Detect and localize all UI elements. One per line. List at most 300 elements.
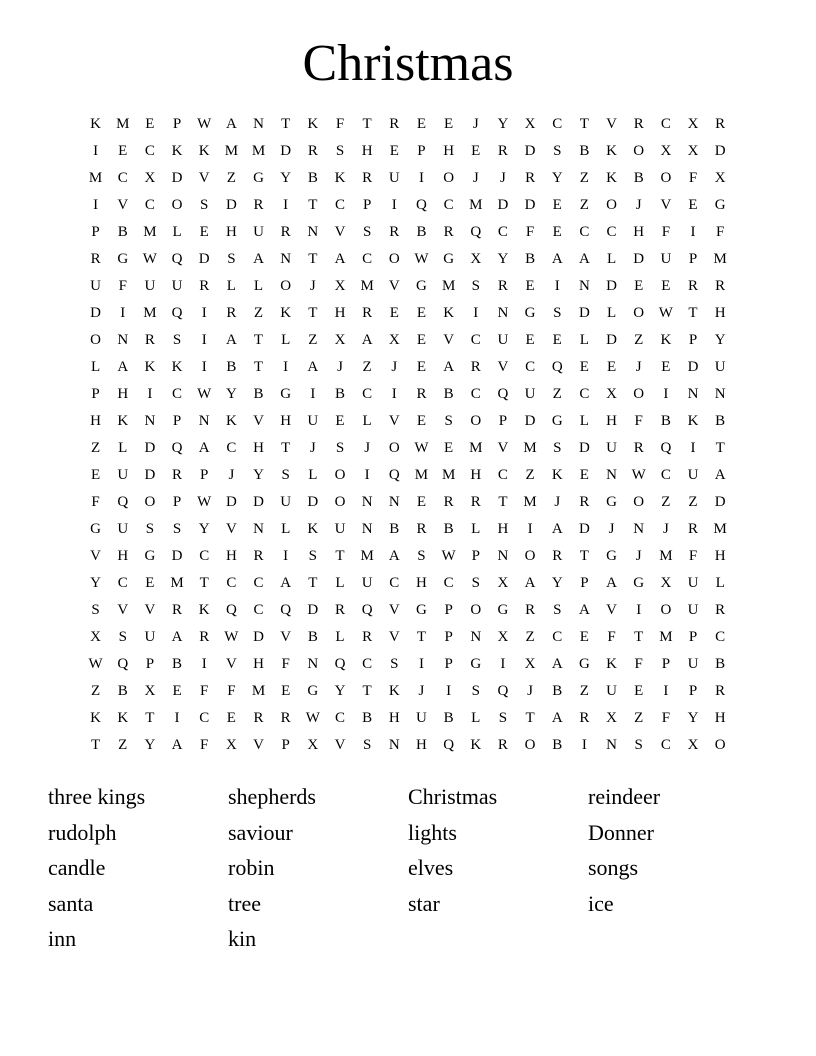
grid-letter: H [606,413,617,429]
grid-letter: I [446,683,452,699]
grid-letter: C [389,575,400,591]
grid-letter: T [498,494,508,510]
grid-letter: G [578,656,590,672]
grid-letter: P [688,251,698,267]
grid-letter: J [635,359,642,375]
grid-letter: A [443,359,455,375]
word-list-item: lights [408,819,457,845]
grid-letter: C [443,197,454,213]
grid-letter: Z [579,170,589,186]
grid-letter: J [418,683,425,699]
grid-letter: S [417,548,426,564]
grid-row [82,462,734,489]
grid-letter: C [226,575,237,591]
grid-letter: A [171,629,183,645]
grid-letter: O [633,143,645,159]
grid-row [82,327,734,354]
grid-letter: W [197,386,212,402]
grid-letter: N [606,737,617,753]
grid-letter: E [579,629,589,645]
word-list-item: kin [228,926,257,952]
word-list-item: ice [588,890,614,916]
grid-letter: V [388,413,400,429]
grid-letter: T [145,710,155,726]
grid-letter: U [144,278,156,294]
grid-letter: N [253,116,264,132]
grid-letter: T [579,548,589,564]
grid-letter: E [416,494,427,510]
grid-letter: E [579,359,589,375]
grid-letter: T [308,575,318,591]
grid-letter: G [714,197,726,213]
grid-letter: M [360,548,374,564]
grid-letter: F [281,656,290,672]
grid-letter: T [90,737,101,753]
grid-letter: I [636,602,642,618]
grid-letter: D [633,251,645,267]
grid-letter: I [283,197,289,213]
word-list-item: elves [408,855,454,881]
grid-row [82,246,734,273]
grid-letter: B [253,386,264,402]
grid-letter: R [172,467,183,483]
grid-letter: V [606,116,617,132]
grid-letter: X [497,629,509,645]
grid-letter: I [418,170,424,186]
grid-letter: O [633,494,645,510]
grid-row [82,489,734,516]
grid-letter: R [470,494,481,510]
grid-letter: D [687,359,699,375]
grid-letter: F [634,413,643,429]
grid-letter: H [497,521,509,537]
grid-letter: B [443,710,454,726]
grid-letter: V [144,602,156,618]
grid-letter: Q [497,386,509,402]
grid-letter: E [335,413,345,429]
grid-letter: D [606,332,617,348]
grid-letter: H [470,467,482,483]
grid-letter: A [551,251,563,267]
grid-letter: R [199,629,210,645]
grid-letter: Z [525,467,535,483]
grid-letter: L [579,332,589,348]
grid-letter: K [470,737,482,753]
grid-letter: K [687,413,699,429]
grid-letter: R [172,602,183,618]
grid-letter: Z [688,494,698,510]
grid-letter: Z [634,332,644,348]
grid-letter: O [606,197,617,213]
grid-letter: D [307,602,319,618]
grid-letter: R [443,494,454,510]
grid-letter: O [633,386,645,402]
grid-letter: B [443,521,454,537]
grid-row [82,624,734,651]
grid-row [82,705,734,732]
grid-letter: X [524,656,536,672]
grid-letter: N [578,278,590,294]
grid-letter: U [334,521,346,537]
grid-letter: A [225,116,237,132]
grid-letter: V [388,278,400,294]
grid-letter: H [714,548,726,564]
grid-letter: N [361,494,373,510]
grid-letter: T [199,575,209,591]
grid-row [82,165,734,192]
grid-letter: M [469,440,483,456]
grid-letter: M [88,170,103,186]
grid-letter: N [307,224,319,240]
grid-letter: Q [361,602,373,618]
grid-row [82,192,734,219]
grid-letter: I [554,278,560,294]
grid-letter: K [117,710,129,726]
grid-letter: B [552,737,563,753]
grid-letter: U [117,521,129,537]
grid-letter: U [361,575,373,591]
grid-letter: K [280,305,292,321]
grid-letter: I [527,521,533,537]
grid-letter: A [551,656,563,672]
grid-letter: T [688,305,698,321]
grid-letter: A [524,575,536,591]
grid-letter: P [200,467,209,483]
grid-letter: Q [117,656,129,672]
grid-letter: X [470,251,482,267]
grid-letter: N [687,386,699,402]
grid-letter: M [659,548,673,564]
grid-letter: V [443,332,455,348]
grid-letter: D [524,197,536,213]
grid-letter: H [225,548,237,564]
grid-letter: Z [90,683,101,699]
grid-letter: S [362,737,372,753]
grid-row [82,354,734,381]
grid-letter: Y [497,116,509,132]
grid-letter: E [634,278,644,294]
grid-letter: J [391,359,398,375]
grid-letter: F [716,224,725,240]
word-list [48,779,768,957]
grid-letter: D [524,413,536,429]
grid-letter: C [144,197,155,213]
grid-letter: I [201,656,207,672]
grid-letter: Z [634,710,644,726]
grid-letter: H [117,548,129,564]
grid-letter: N [117,332,129,348]
grid-letter: K [307,116,319,132]
grid-letter: S [172,332,182,348]
grid-letter: P [281,737,290,753]
grid-letter: H [443,143,455,159]
grid-letter: S [553,440,562,456]
grid-letter: C [362,386,373,402]
grid-letter: E [634,683,644,699]
grid-letter: E [552,224,562,240]
grid-letter: Y [551,170,563,186]
grid-letter: P [172,116,182,132]
grid-letter: A [117,359,129,375]
grid-letter: D [90,305,101,321]
grid-letter: V [334,737,346,753]
grid-letter: Z [525,629,535,645]
grid-letter: U [144,629,156,645]
grid-letter: Q [443,737,455,753]
grid-letter: C [226,440,237,456]
grid-letter: S [553,602,562,618]
grid-letter: C [552,116,563,132]
word-list-item: shepherds [228,784,316,809]
grid-row [82,570,734,597]
word-list-item: reindeer [588,784,661,809]
grid-letter: I [310,386,316,402]
grid-letter: B [117,683,128,699]
grid-letter: S [145,521,155,537]
grid-letter: T [281,116,291,132]
grid-letter: O [144,494,156,510]
grid-letter: N [388,494,400,510]
grid-letter: T [416,629,427,645]
grid-letter: I [473,305,479,321]
grid-letter: S [471,575,480,591]
word-list-item: star [408,890,440,916]
grid-letter: H [117,386,129,402]
grid-letter: S [91,602,100,618]
grid-letter: T [308,251,318,267]
grid-letter: O [524,548,536,564]
grid-letter: E [579,467,589,483]
grid-letter: B [443,386,454,402]
grid-letter: I [147,386,153,402]
grid-letter: N [198,413,210,429]
grid-letter: Y [90,575,101,591]
grid-letter: K [606,143,617,159]
grid-letter: D [714,494,726,510]
grid-letter: C [497,224,508,240]
grid-letter: S [335,440,345,456]
grid-letter: R [579,494,590,510]
grid-letter: N [497,305,509,321]
grid-letter: X [524,116,536,132]
grid-letter: R [470,359,481,375]
grid-letter: R [497,143,508,159]
puzzle-title: Christmas [302,35,514,92]
grid-letter: N [470,629,482,645]
grid-letter: K [334,170,346,186]
grid-letter: C [362,656,373,672]
grid-letter: I [283,548,289,564]
grid-letter: L [715,575,725,591]
grid-letter: B [334,386,345,402]
grid-letter: L [471,521,481,537]
grid-letter: N [253,521,264,537]
grid-letter: E [416,359,427,375]
grid-letter: J [635,548,642,564]
grid-letter: B [117,224,128,240]
grid-letter: L [281,332,291,348]
grid-letter: S [118,629,127,645]
grid-letter: F [91,494,100,510]
grid-letter: X [144,683,156,699]
grid-letter: G [470,656,482,672]
grid-letter: V [117,602,129,618]
grid-letter: T [253,359,264,375]
grid-letter: R [253,548,264,564]
grid-letter: Y [714,332,726,348]
grid-letter: B [579,143,590,159]
grid-letter: W [142,251,157,267]
grid-letter: K [171,143,183,159]
grid-letter: D [171,170,183,186]
grid-letter: A [198,440,210,456]
grid-letter: H [633,224,645,240]
grid-letter: M [251,683,266,699]
grid-letter: G [307,683,319,699]
grid-letter: R [525,170,536,186]
grid-letter: E [525,332,535,348]
grid-row [82,597,734,624]
word-list-item: tree [228,890,261,916]
grid-letter: U [687,575,699,591]
grid-letter: R [280,710,291,726]
grid-letter: U [307,413,319,429]
grid-letter: J [364,440,371,456]
grid-letter: X [687,116,699,132]
grid-letter: B [552,683,563,699]
grid-letter: S [471,278,480,294]
grid-letter: J [662,521,669,537]
grid-letter: W [414,440,429,456]
grid-letter: F [688,170,698,186]
grid-letter: A [171,737,183,753]
grid-letter: I [174,710,180,726]
grid-letter: O [90,332,101,348]
grid-letter: I [500,656,506,672]
grid-letter: P [444,656,453,672]
grid-letter: T [579,116,589,132]
grid-letter: N [280,251,292,267]
grid-row [82,651,734,678]
grid-letter: U [606,683,617,699]
grid-letter: D [144,440,156,456]
grid-letter: C [660,737,671,753]
grid-letter: M [143,224,157,240]
grid-letter: I [201,359,207,375]
grid-letter: X [606,710,617,726]
grid-letter: V [606,602,617,618]
grid-letter: E [606,359,617,375]
grid-letter: C [334,197,345,213]
grid-letter: H [334,305,346,321]
grid-row [82,111,734,138]
grid-letter: T [308,197,318,213]
grid-letter: U [280,494,292,510]
grid-letter: D [253,629,264,645]
grid-letter: R [389,116,400,132]
word-list-item: candle [48,855,106,881]
grid-row [82,219,734,246]
word-list-item: robin [228,855,275,881]
grid-letter: S [200,197,209,213]
grid-letter: A [307,359,319,375]
grid-letter: Q [497,683,509,699]
grid-letter: Z [90,440,101,456]
grid-letter: L [606,251,617,267]
grid-letter: D [497,197,509,213]
grid-letter: P [580,575,589,591]
grid-letter: O [171,197,183,213]
grid-letter: X [687,143,699,159]
grid-letter: I [93,143,99,159]
grid-letter: C [253,575,264,591]
grid-letter: I [663,386,669,402]
grid-letter: P [172,413,182,429]
grid-letter: V [660,197,672,213]
grid-letter: R [199,278,210,294]
grid-letter: H [280,413,292,429]
grid-letter: O [524,737,536,753]
grid-letter: R [226,305,237,321]
grid-letter: J [337,359,343,375]
grid-row [82,516,734,543]
grid-letter: Y [144,737,156,753]
grid-letter: E [226,710,236,726]
grid-letter: O [714,737,726,753]
grid-letter: E [389,143,399,159]
grid-letter: G [633,575,645,591]
grid-letter: E [199,224,209,240]
grid-letter: B [715,656,726,672]
grid-letter: S [308,548,317,564]
grid-letter: E [444,440,454,456]
grid-letter: Q [171,251,183,267]
grid-letter: R [443,224,454,240]
grid-letter: Z [579,683,589,699]
grid-letter: H [714,710,726,726]
grid-letter: I [418,656,424,672]
grid-letter: V [497,440,509,456]
grid-letter: C [579,386,590,402]
grid-letter: C [334,710,345,726]
grid-letter: X [307,737,319,753]
grid-letter: V [388,629,400,645]
grid-letter: I [391,386,397,402]
grid-letter: Y [253,467,264,483]
grid-letter: J [472,170,479,186]
grid-letter: L [281,521,291,537]
grid-letter: G [524,305,536,321]
grid-letter: V [388,602,400,618]
grid-letter: C [470,386,481,402]
grid-letter: B [226,359,237,375]
grid-letter: Y [334,683,346,699]
grid-letter: P [661,656,671,672]
grid-letter: J [527,683,533,699]
grid-letter: X [660,575,672,591]
grid-letter: A [280,575,292,591]
grid-letter: O [388,251,400,267]
grid-letter: S [634,737,643,753]
grid-letter: T [634,629,644,645]
grid-letter: Z [226,170,236,186]
grid-letter: W [197,116,212,132]
grid-letter: L [253,278,264,294]
grid-row [82,381,734,408]
grid-letter: O [633,305,645,321]
grid-letter: K [171,359,183,375]
grid-letter: D [225,197,237,213]
